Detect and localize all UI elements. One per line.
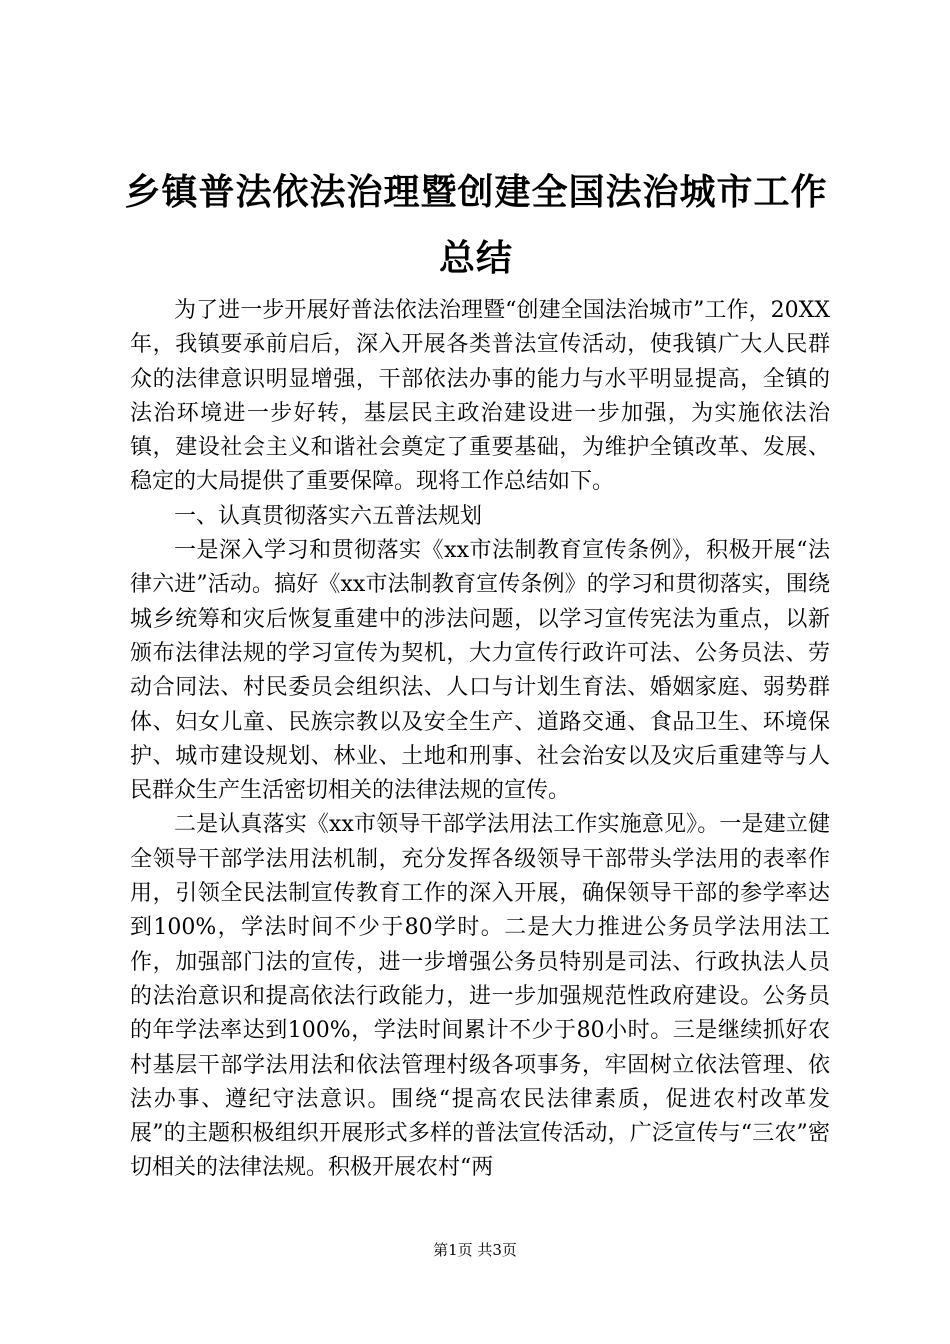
document-title: 乡镇普法依法治理暨创建全国法治城市工作总结 [124, 172, 828, 279]
paragraph-item-2: 二是认真落实《xx市领导干部学法用法工作实施意见》。一是建立健全领导干部学法用法机制，充分发挥各级领导干部带头学法用的表率作用，引领全民法制宣传教育工作的深入开展，确保领导干部的参学率达到100%，学法时间不少于80学时。二是大力推进公务员学法用法工作，加强部门法的宣传，进一步增强公务员特别是司法、行政执法人员的法治意识和提高依法行政能力，进一步加强规范性政府建设。公务员的年学法率达到100%，学法时间累计不少于80小时。三是继续抓好农村基层干部学法用法和依法管理村级各项事务，牢固树立依法管理、依法办事、遵纪守法意识。围绕“提高农民法律素质，促进农村改革发展”的主题积极组织开展形式多样的普法宣传活动，广泛宣传与“三农”密切相关的法律法规。积极开展农村“两 [130, 812, 830, 1181]
paragraph-item-1: 一是深入学习和贯彻落实《xx市法制教育宣传条例》，积极开展“法律六进”活动。搞好《xx市法制教育宣传条例》的学习和贯彻落实，围绕城乡统筹和灾后恢复重建中的涉法问题，以学习宣传宪法为重点，以新颁布法律法规的学习宣传为契机，大力宣传行政许可法、公务员法、劳动合同法、村民委员会组织法、人口与计划生育法、婚姻家庭、弱势群体、妇女儿童、民族宗教以及安全生产、道路交通、食品卫生、环境保护、城市建设规划、林业、土地和刑事、社会治安以及灾后重建等与人民群众生产生活密切相关的法律法规的宣传。 [130, 538, 830, 804]
document-body [130, 294, 830, 1186]
paragraph-intro: 为了进一步开展好普法依法治理暨“创建全国法治城市”工作，20XX年，我镇要承前启后，深入开展各类普法宣传活动，使我镇广大人民群众的法律意识明显增强，干部依法办事的能力与水平明显提高，全镇的法治环境进一步好转，基层民主政治建设进一步加强，为实施依法治镇，建设社会主义和谐社会奠定了重要基础，为维护全镇改革、发展、稳定的大局提供了重要保障。现将工作总结如下。 [130, 298, 830, 495]
section-heading-1: 一、认真贯彻落实六五普法规划 [174, 503, 483, 529]
page-footer: 第1页 共3页 [433, 1241, 517, 1259]
